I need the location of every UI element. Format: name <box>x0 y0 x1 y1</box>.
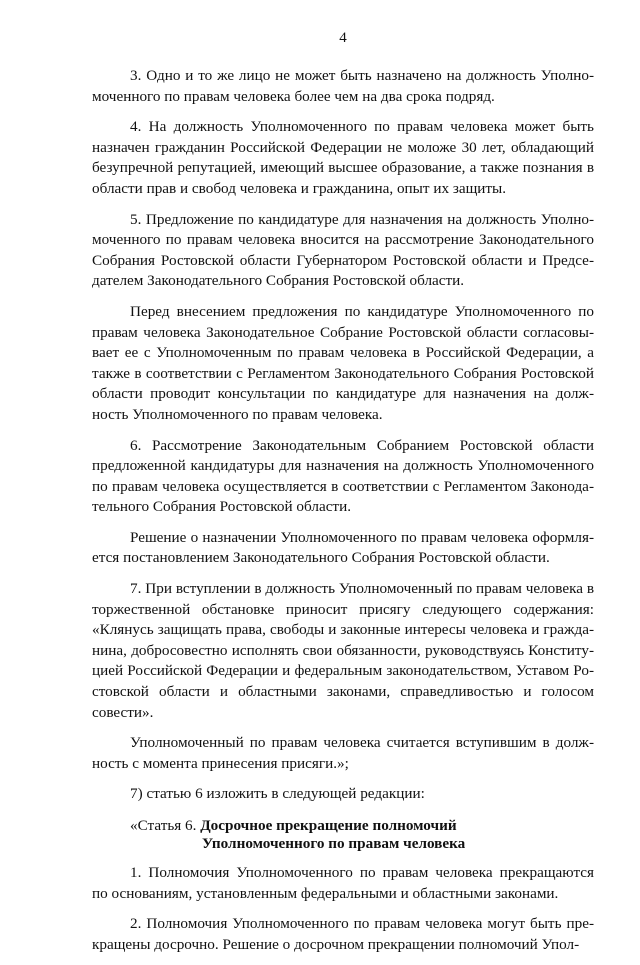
paragraph-6-decision: Решение о назначении Уполномоченного по правам человека оформляется постановлением Законодательного Собрания Ростовской области. <box>92 528 594 567</box>
article-6-paragraph-2: 2. Полномочия Уполномоченного по правам человека могут быть прекращены досрочно. Решение о досрочном прекращении полномочий Упол- <box>92 915 594 953</box>
article-6-paragraph-1: 1. Полномочия Уполномоченного по правам человека прекращаются по основаниям, установленным федеральными и областными законами. <box>92 864 594 902</box>
page-number: 4 <box>339 30 347 46</box>
paragraph-5: 5. Предложение по кандидатуре для назначения на должность Уполномоченного по правам человека вносится на рассмотрение Законодательного Собрания Ростовской области Губернатором Ростовской области и Председателем Законодательного Собрания Ростовской области. <box>92 210 594 290</box>
article-6-title-line1: Досрочное прекращение полномочий <box>200 817 457 834</box>
article-6-prefix: «Статья 6. <box>130 817 201 834</box>
paragraph-4: 4. На должность Уполномоченного по правам человека может быть назначен гражданин Российской Федерации не моложе 30 лет, обладающий безупречной репутацией, имеющий высшее образование, а также познания в области прав и свобод человека и гражданина, опыт их защиты. <box>92 118 594 197</box>
paragraph-6: 6. Рассмотрение Законодательным Собранием Ростовской области предложенной кандидатуры для назначения на должность Уполномоченного по правам человека осуществляется в соответствии с Регламентом Законодательного Собрания Ростовской области. <box>92 436 594 516</box>
paragraph-5-continued: Перед внесением предложения по кандидатуре Уполномоченного по правам человека Законодательное Собрание Ростовской области согласовывает ее с Уполномоченным по правам человека в Российской Федерации, а также в соответствии с Регламентом Законодательного Собрания Ростовской области проводит консультации по кандидатуре для назначения на должность Уполномоченного по правам человека. <box>92 302 594 423</box>
article-6-title-line2: Уполномоченного по правам человека <box>202 835 466 852</box>
article-6-heading <box>92 817 594 853</box>
paragraph-7-oath: 7. При вступлении в должность Уполномоченный по правам человека в торжественной обстановке приносит присягу следующего содержания: «Клянусь защищать права, свободы и законные интересы человека и гражданина, добросовестно исполнять свои обязанности, руководствуясь Конституцией Российской Федерации и федеральным законодательством, Уставом Ростовской области и областными законами, справедливостью и голосом совести». <box>92 580 594 721</box>
document-page <box>92 30 594 965</box>
paragraph-3: 3. Одно и то же лицо не может быть назначено на должность Уполномоченного по правам человека более чем на два срока подряд. <box>92 67 594 105</box>
amendment-item-7: 7) статью 6 изложить в следующей редакции: <box>130 785 425 803</box>
paragraph-7-effective: Уполномоченный по правам человека считается вступившим в должность с момента принесения присяги.»; <box>92 734 594 772</box>
